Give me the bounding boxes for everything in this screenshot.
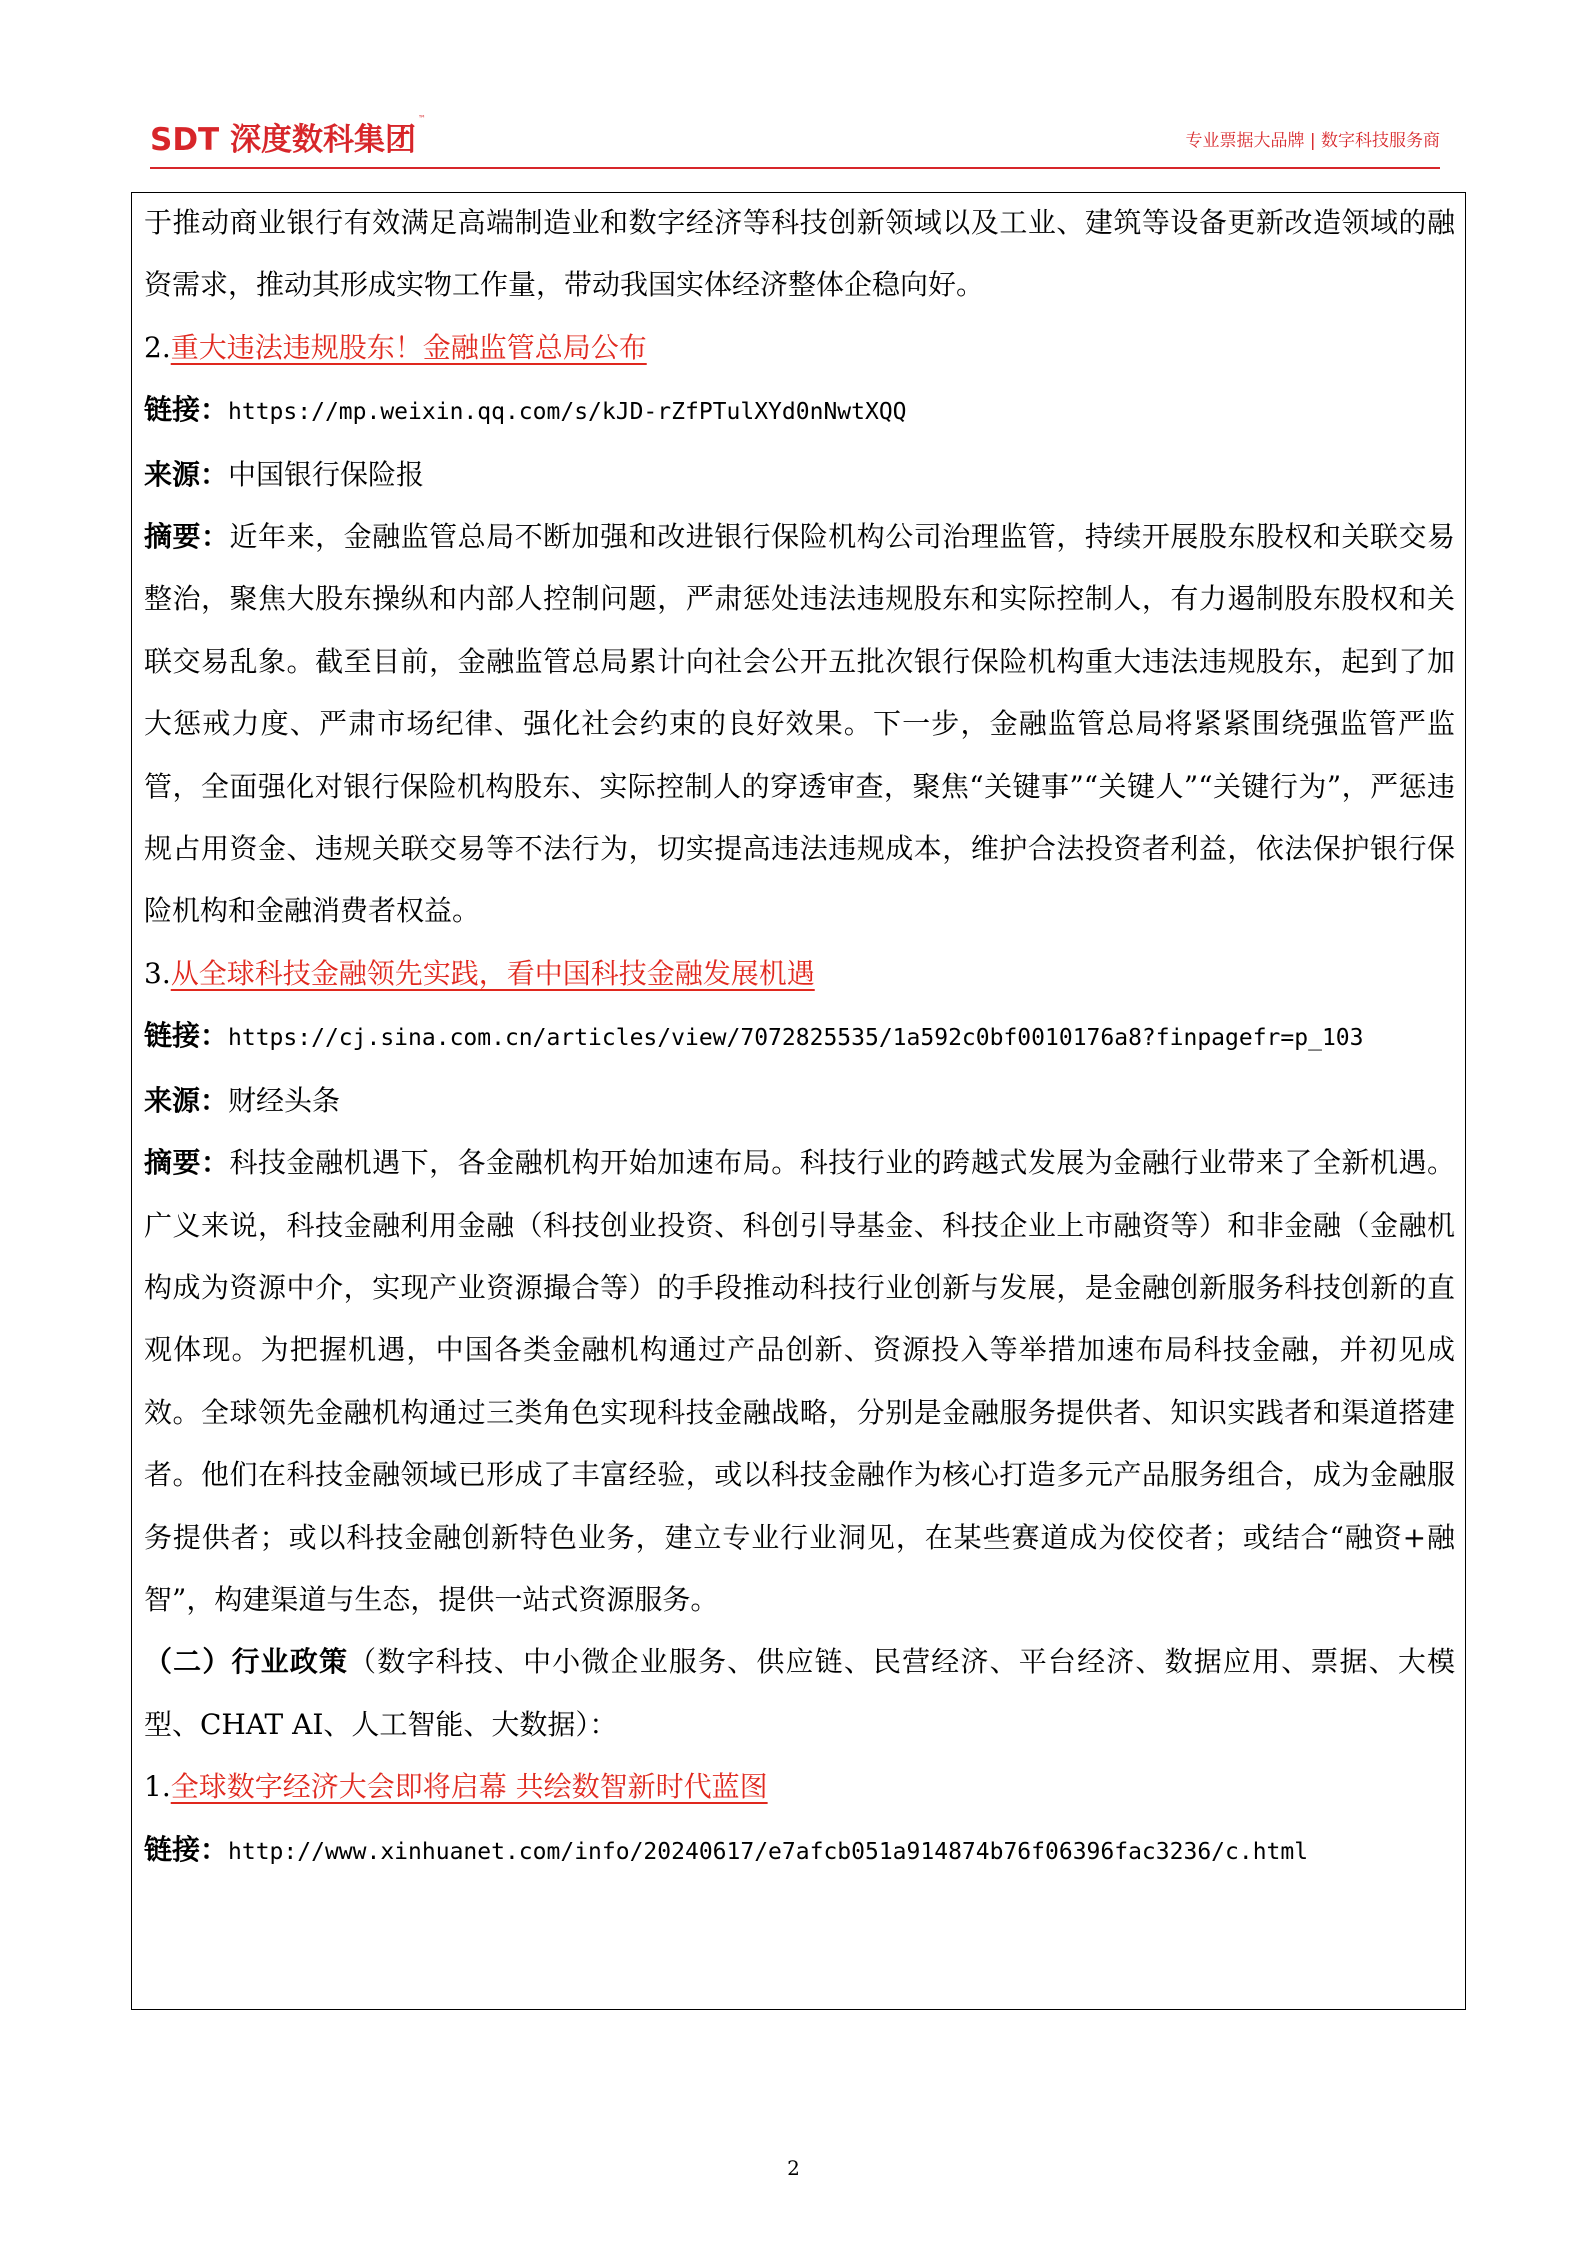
item2-link-label: 链接：: [144, 393, 229, 427]
item2-summary: [144, 506, 1455, 943]
item3-link-line: [144, 1005, 1455, 1069]
item2-summary-label: 摘要：: [144, 520, 230, 554]
item3-link-label: 链接：: [144, 1019, 229, 1053]
item2-link-line: [144, 379, 1455, 443]
document-body: [144, 192, 1455, 1883]
item2-title-line: [144, 317, 1455, 379]
item3-source: 财经头条: [228, 1083, 341, 1117]
item3-title-line: [144, 943, 1455, 1005]
item2-number: 2.: [144, 330, 171, 364]
policy1-title-link[interactable]: 全球数字经济大会即将启幕 共绘数智新时代蓝图: [170, 1770, 768, 1804]
company-logo: [150, 114, 426, 159]
item2-title-link[interactable]: 重大违法违规股东！金融监管总局公布: [170, 330, 647, 364]
item3-source-label: 来源：: [144, 1083, 229, 1117]
item3-number: 3.: [144, 956, 171, 990]
policy1-title-line: [144, 1756, 1455, 1818]
item2-summary-text: 近年来，金融监管总局不断加强和改进银行保险机构公司治理监管，持续开展股东股权和关联交易整治，聚焦大股东操纵和内部人控制问题，严肃惩处违法违规股东和实际控制人，有力遏制股东股权和关联交易乱象。截至目前，金融监管总局累计向社会公开五批次银行保险机构重大违法违规股东，起到了加大惩戒力度、严肃市场纪律、强化社会约束的良好效果。下一步，金融监管总局将紧紧围绕强监管严监管，全面强化对银行保险机构股东、实际控制人的穿透审查，聚焦“关键事”“关键人”“关键行为”，严惩违规占用资金、违规关联交易等不法行为，切实提高违法违规成本，维护合法投资者利益，依法保护银行保险机构和金融消费者权益。: [144, 520, 1455, 928]
page-number: 2: [787, 2156, 800, 2180]
section2-heading-line: [144, 1631, 1455, 1756]
page-header: [150, 112, 1440, 162]
policy1-number: 1.: [144, 1770, 171, 1804]
item3-url[interactable]: https://cj.sina.com.cn/articles/view/7072825535/1a592c0bf0010176a8?finpagefr=p_103: [228, 1025, 1364, 1052]
item3-title-link[interactable]: 从全球科技金融领先实践，看中国科技金融发展机遇: [170, 956, 815, 990]
intro-continuation: 于推动商业银行有效满足高端制造业和数字经济等科技创新领域以及工业、建筑等设备更新改造领域的融资需求，推动其形成实物工作量，带动我国实体经济整体企稳向好。: [144, 206, 1455, 302]
policy1-link-label: 链接：: [144, 1832, 229, 1866]
policy1-url[interactable]: http://www.xinhuanet.com/info/20240617/e7afcb051a914874b76f06396fac3236/c.html: [228, 1838, 1309, 1865]
item3-summary: [144, 1132, 1455, 1631]
logo-text: SDT 深度数科集团: [150, 122, 416, 158]
logo-trademark: ™: [418, 114, 426, 123]
item2-url[interactable]: https://mp.weixin.qq.com/s/kJD-rZfPTulXYd0nNwtXQQ: [228, 399, 907, 426]
item3-summary-text: 科技金融机遇下，各金融机构开始加速布局。科技行业的跨越式发展为金融行业带来了全新机遇。广义来说，科技金融利用金融（科技创业投资、科创引导基金、科技企业上市融资等）和非金融（金融机构成为资源中介，实现产业资源撮合等）的手段推动科技行业创新与发展，是金融创新服务科技创新的直观体现。为把握机遇，中国各类金融机构通过产品创新、资源投入等举措加速布局科技金融，并初见成效。全球领先金融机构通过三类角色实现科技金融战略，分别是金融服务提供者、知识实践者和渠道搭建者。他们在科技金融领域已形成了丰富经验，或以科技金融作为核心打造多元产品服务组合，成为金融服务提供者；或以科技金融创新特色业务，建立专业行业洞见，在某些赛道成为佼佼者；或结合“融资+融智”，构建渠道与生态，提供一站式资源服务。: [144, 1146, 1455, 1616]
item3-summary-label: 摘要：: [144, 1146, 230, 1180]
item2-source-line: [144, 444, 1455, 506]
section2-topics: （数字科技、中小微企业服务、供应链、民营经济、平台经济、数据应用、票据、大模型、CHAT AI、人工智能、大数据）：: [144, 1645, 1455, 1741]
item3-source-line: [144, 1070, 1455, 1132]
header-divider: [150, 167, 1440, 169]
header-tagline: 专业票据大品牌 | 数字科技服务商: [1185, 131, 1440, 151]
policy1-link-line: [144, 1819, 1455, 1883]
item2-source-label: 来源：: [144, 457, 229, 491]
item2-source: 中国银行保险报: [228, 457, 425, 491]
section2-heading: （二）行业政策: [144, 1645, 349, 1679]
